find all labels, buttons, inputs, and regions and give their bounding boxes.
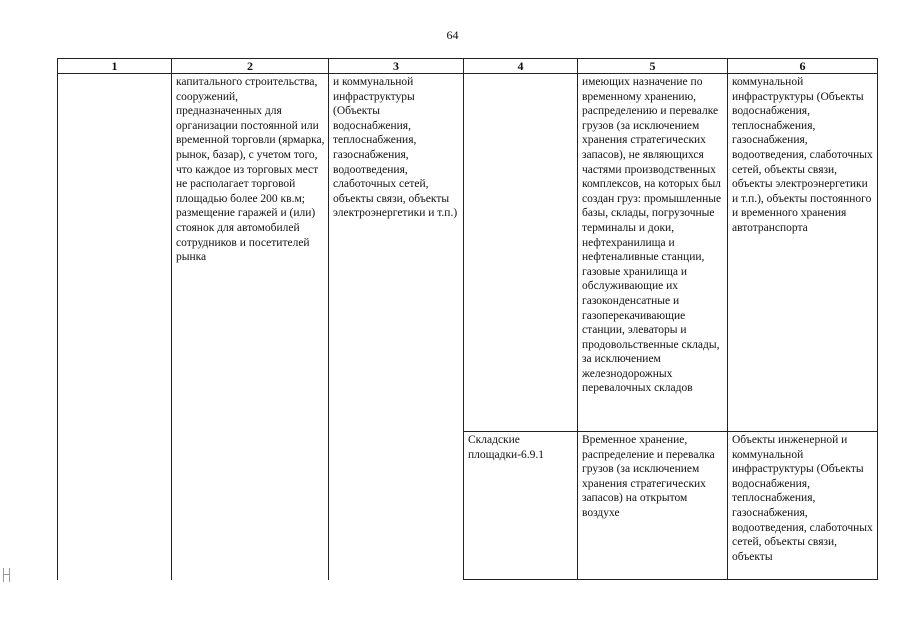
table-cell-use-description: Временное хранение, распределение и перевалка грузов (за исключением хранения стратегических запасов) на открытом воздухе	[578, 432, 728, 580]
table-cell-permitted-objects: Объекты инженерной и коммунальной инфраструктуры (Объекты водоснабжения, теплоснабжения, газоснабжения, водоотведения, слаботочных сетей, объекты связи, объекты	[728, 432, 878, 580]
table-cell-permitted-objects: коммунальной инфраструктуры (Объекты водоснабжения, теплоснабжения, газоснабжения, водоотведения, слаботочных сетей, объекты связи, объекты электроэнергетики и т.п.), объекты постоянного и временного хранения автотранспорта	[728, 74, 878, 432]
column-header-5: 5	[578, 59, 728, 74]
column-header-4: 4	[464, 59, 578, 74]
column-header-2: 2	[172, 59, 329, 74]
table-cell-zone	[58, 74, 172, 580]
margin-scan-mark	[3, 568, 10, 582]
table-cell-infrastructure: и коммунальной инфраструктуры (Объекты водоснабжения, теплоснабжения, газоснабжения, водоотведения, слаботочных сетей, объекты связи, объекты электроэнергетики и т.п.)	[329, 74, 464, 580]
column-header-3: 3	[329, 59, 464, 74]
column-header-1: 1	[58, 59, 172, 74]
table-cell-use-type	[464, 74, 578, 432]
page-number: 64	[446, 28, 459, 42]
table-cell-use-type: Складские площадки-6.9.1	[464, 432, 578, 580]
zoning-table	[57, 58, 878, 580]
header-row	[58, 59, 878, 74]
table-cell-description: капитального строительства, сооружений, предназначенных для организации постоянной или временной торговли (ярмарка, рынок, базар), с учетом того, что каждое из торговых мест не располагает торговой площадью более 200 кв.м; размещение гаражей и (или) стоянок для автомобилей сотрудников и посетителей рынка	[172, 74, 329, 580]
table-cell-use-description: имеющих назначение по временному хранению, распределению и перевалке грузов (за исключением хранения стратегических запасов), не являющихся частями производственных комплексов, на которых был создан груз: промышленные базы, склады, погрузочные терминалы и доки, нефтехранилища и нефтеналивные станции, газовые хранилища и обслуживающие их газоконденсатные и газоперекачивающие станции, элеваторы и продовольственные склады, за исключением железнодорожных перевалочных складов	[578, 74, 728, 432]
column-header-6: 6	[728, 59, 878, 74]
table-row	[58, 74, 878, 432]
